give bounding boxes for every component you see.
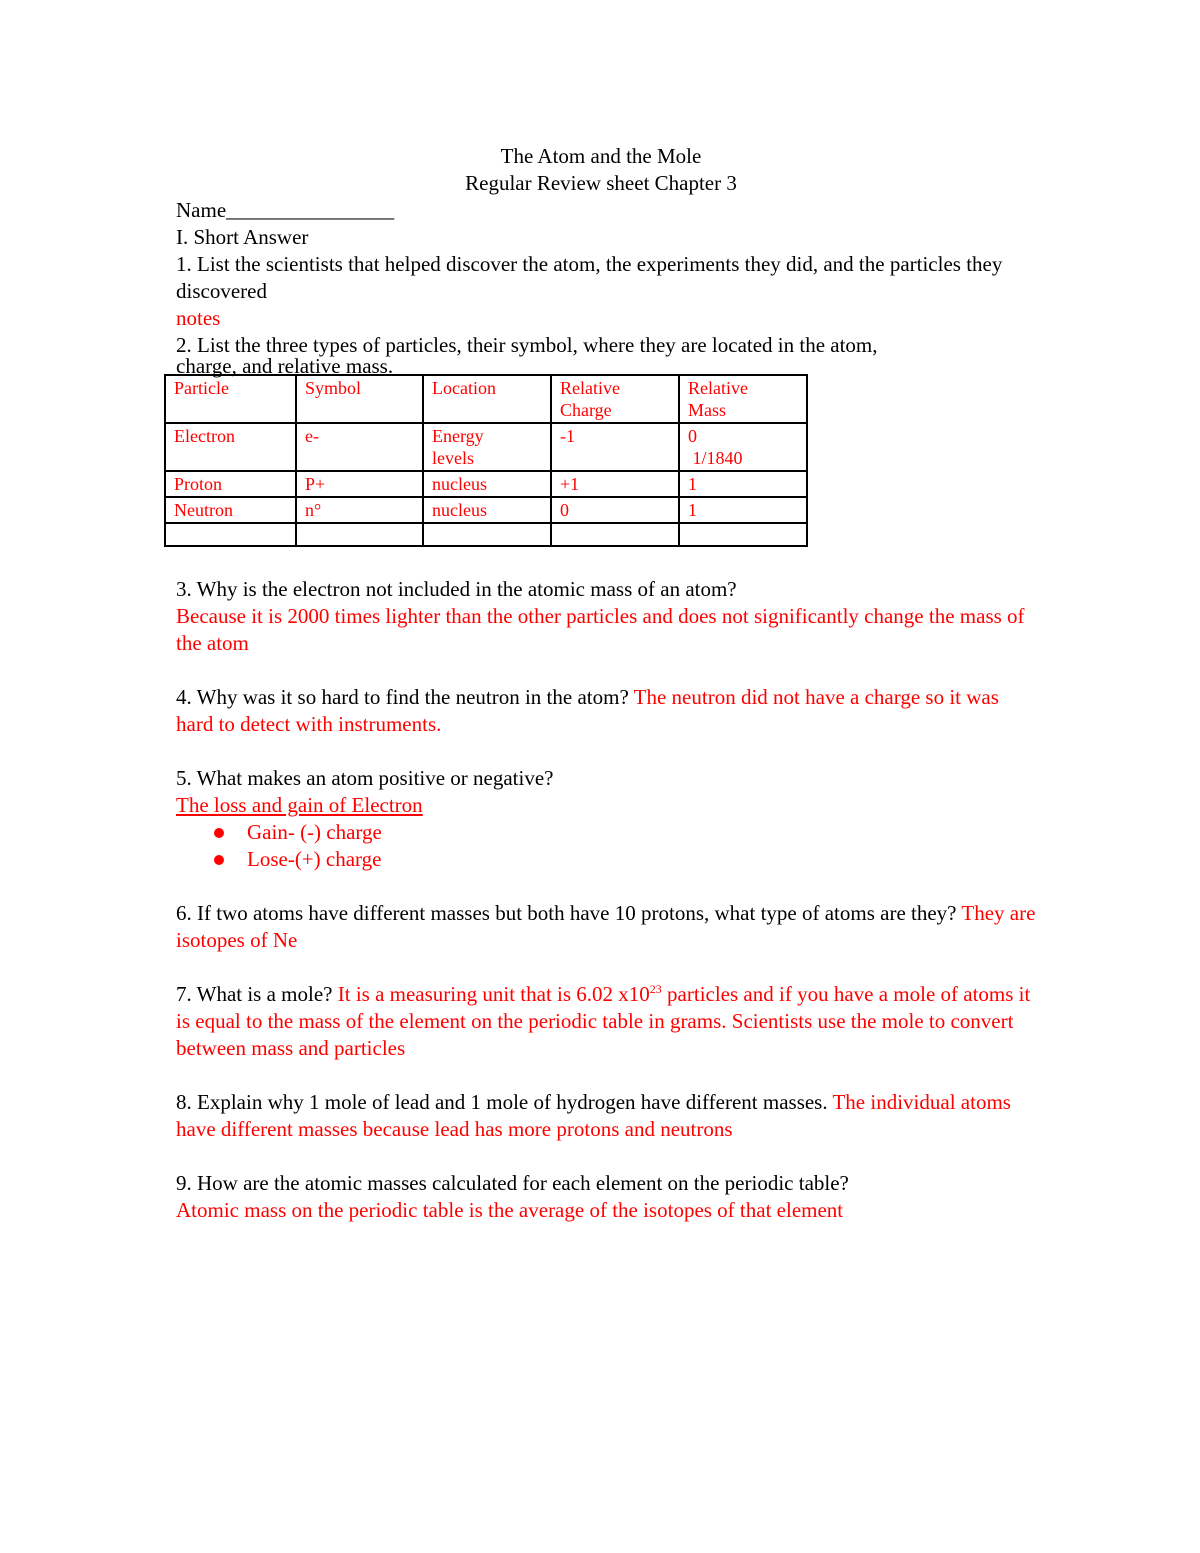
answer-6: They are isotopes of Ne [176,901,1036,952]
cell-particle: Proton [165,471,296,497]
table-empty-row [165,523,807,546]
name-line: Name________________ [176,198,395,222]
table-row [165,471,807,497]
question-5: 5. What makes an atom positive or negative? [176,766,554,790]
empty-cell [679,523,807,546]
question-1: 1. List the scientists that helped discover the atom, the experiments they did, and the particles they discovered [176,252,1003,303]
header-cell-location: Location [423,375,551,423]
empty-cell [423,523,551,546]
question-2-line-2: charge, and relative mass. [176,354,394,378]
cell-location: Energy levels [423,423,551,471]
spacer [176,1143,1036,1170]
table-row [165,497,807,523]
question-2-line-1: 2. List the three types of particles, their symbol, where they are located in the atom, [176,333,878,357]
spacer [176,873,1036,900]
spacer [176,547,1036,576]
cell-mass: 1 [679,497,807,523]
cell-mass: 1 [679,471,807,497]
answer-4: The neutron did not have a charge so it was hard to detect with instruments. [176,685,999,736]
header-cell-particle: Particle [165,375,296,423]
spacer [176,1062,1036,1089]
bullet-icon [214,855,224,865]
table-header-row [165,375,807,423]
answer-3: Because it is 2000 times lighter than the other particles and does not significantly change the mass of the atom [176,604,1025,655]
answer-7-part-2: particles and if you have a mole of atoms it is equal to the mass of the element on the periodic table in grams. Scientists use the mole to convert between mass and particles [176,982,1031,1060]
cell-charge: -1 [551,423,679,471]
answer-7-part-1: It is a measuring unit that is 6.02 x10 [337,982,650,1006]
answer-7-exponent: 23 [649,982,662,996]
question-8: 8. Explain why 1 mole of lead and 1 mole of hydrogen have different masses. [176,1090,833,1114]
spacer [176,657,1036,684]
header-cell-relative-charge: Relative Charge [551,375,679,423]
empty-cell [551,523,679,546]
cell-mass: 0 1/1840 [679,423,807,471]
list-item: Lose-(+) charge [214,846,1036,873]
table-row [165,423,807,471]
question-7: 7. What is a mole? [176,982,338,1006]
empty-cell [165,523,296,546]
answer-5-bullets [176,819,1036,873]
cell-charge: +1 [551,471,679,497]
bullet-icon [214,828,224,838]
answer-8: The individual atoms have different masses because lead has more protons and neutrons [176,1090,1011,1141]
answer-5-text: The loss and gain of Electron [176,793,423,817]
cell-particle: Electron [165,423,296,471]
question-6: 6. If two atoms have different masses but both have 10 protons, what type of atoms are they? [176,901,962,925]
cell-location: nucleus [423,497,551,523]
question-4: 4. Why was it so hard to find the neutron in the atom? [176,685,634,709]
header-cell-symbol: Symbol [296,375,423,423]
worksheet-subtitle: Regular Review sheet Chapter 3 [465,171,737,195]
cell-charge: 0 [551,497,679,523]
cell-particle: Neutron [165,497,296,523]
answer-9: Atomic mass on the periodic table is the average of the isotopes of that element [176,1198,844,1222]
section-heading: I. Short Answer [176,225,309,249]
worksheet-title: The Atom and the Mole [500,144,702,168]
header-cell-relative-mass: Relative Mass [679,375,807,423]
worksheet-content [176,143,1036,1224]
answer-1: notes [176,306,221,330]
cell-location: nucleus [423,471,551,497]
spacer [176,738,1036,765]
question-3: 3. Why is the electron not included in the atomic mass of an atom? [176,577,737,601]
question-7-block [176,981,1036,1062]
particles-table [164,374,808,547]
question-6-block [176,900,1036,954]
cell-symbol: n° [296,497,423,523]
spacer [176,954,1036,981]
question-9: 9. How are the atomic masses calculated for each element on the periodic table? [176,1171,849,1195]
cell-symbol: P+ [296,471,423,497]
cell-symbol: e- [296,423,423,471]
answer-5 [176,792,1036,819]
empty-cell [296,523,423,546]
list-item: Gain- (-) charge [214,819,1036,846]
question-4-block [176,684,1036,738]
question-8-block [176,1089,1036,1143]
